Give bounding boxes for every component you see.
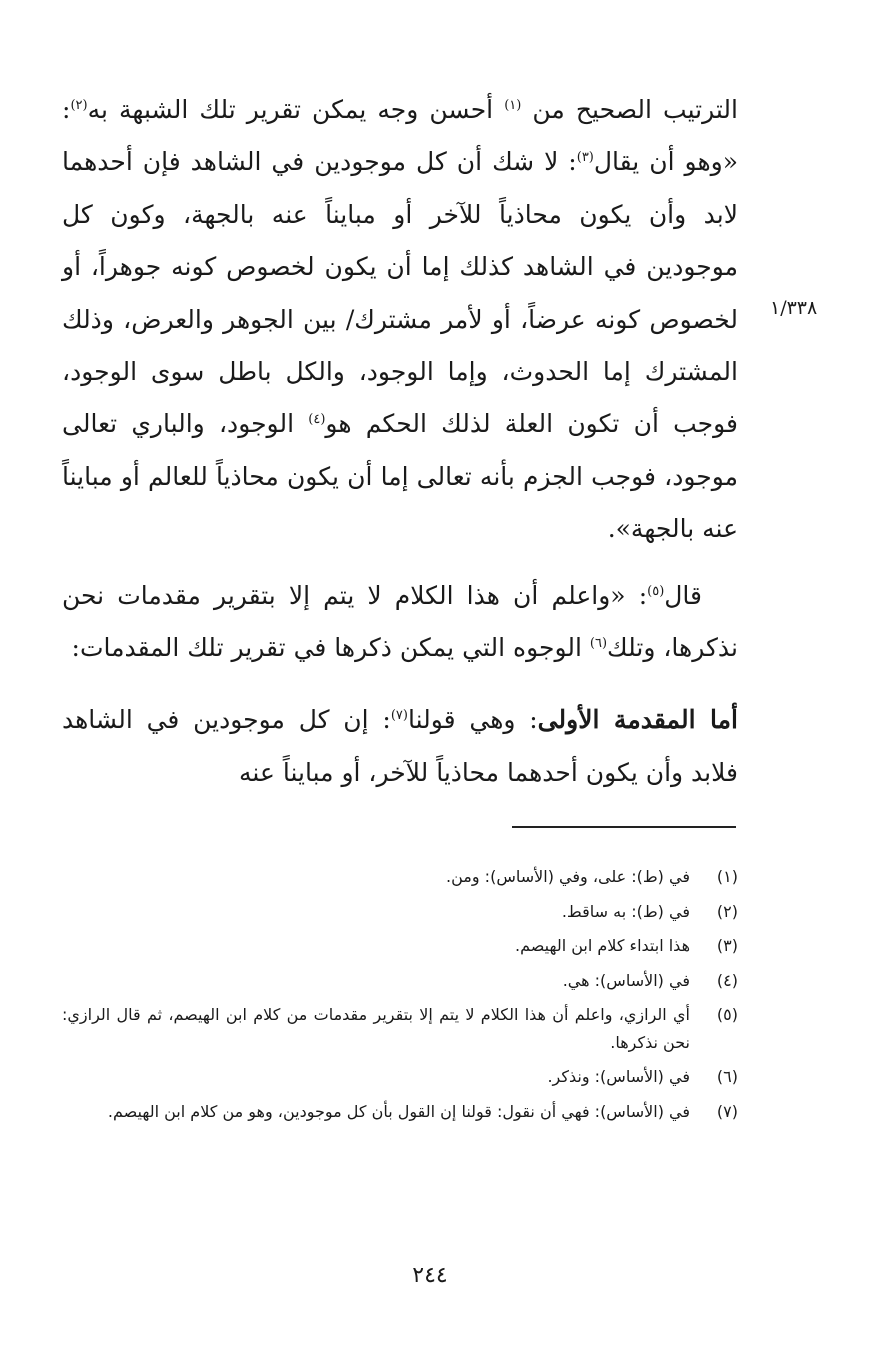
footnote-number: (٣) bbox=[716, 936, 738, 955]
footnote bbox=[62, 967, 738, 995]
footnote-number: (٧) bbox=[716, 1101, 738, 1121]
main-text bbox=[62, 84, 738, 799]
footnote bbox=[62, 898, 738, 926]
text-segment: الوجوه التي يمكن ذكرها في تقرير تلك المقدمات: bbox=[71, 633, 590, 663]
footnote-ref-3: (٣) bbox=[576, 150, 594, 166]
text-segment: أحسن وجه يمكن تقرير تلك الشبهة به bbox=[87, 95, 505, 124]
text-segment: الوجود، والباري تعالى موجود، فوجب الجزم بأنه تعالى إما أن يكون محاذياً للعالم أو مبايناً عنه بالجهة». bbox=[62, 409, 739, 544]
footnote-separator bbox=[512, 826, 736, 828]
paragraph-1 bbox=[62, 84, 738, 556]
footnote-text: في (ط): على، وفي (الأساس): ومن. bbox=[446, 867, 690, 886]
text-segment: : إن كل موجودين في الشاهد فلابد وأن يكون أحدهما محاذياً للآخر، أو مبايناً عنه bbox=[62, 705, 738, 787]
section-heading-first-premise: أما المقدمة الأولى bbox=[537, 705, 738, 735]
footnote-number: (٥) bbox=[716, 1005, 738, 1024]
footnote-text: أي الرازي، واعلم أن هذا الكلام لا يتم إلا بتقرير مقدمات من كلام ابن الهيصم، ثم قال الرازي: نحن نذكرها. bbox=[62, 1005, 690, 1052]
footnote-text: في (الأساس): فهي أن نقول: قولنا إن القول بأن كل موجودين، وهو من كلام ابن الهيصم. bbox=[107, 1101, 690, 1121]
footnote-ref-4: (٤) bbox=[308, 412, 326, 428]
footnote-text: في (الأساس): هي. bbox=[562, 970, 690, 990]
footnote bbox=[62, 1063, 738, 1091]
text-segment: : لا شك أن كل موجودين في الشاهد فإن أحدهما لابد وأن يكون محاذياً للآخر أو مبايناً عنه بالجهة، وكون كل موجودين في الشاهد كذلك إما أن يكون لخصوص كونه جوهراً، أو لخصوص كونه عرضاً، أو لأمر مشترك/ بين الجوهر والعرض، وذلك المشترك إما الحدوث، وإما الوجود، والكل باطل سوى الوجود، فوجب أن تكون العلة لذلك الحكم هو bbox=[62, 147, 738, 439]
footnote-number: (٦) bbox=[716, 1067, 738, 1086]
text-segment: قال bbox=[664, 580, 702, 610]
footnote-ref-6: (٦) bbox=[589, 636, 608, 652]
footnote bbox=[62, 1001, 738, 1056]
footnote bbox=[62, 863, 738, 891]
footnote-ref-2: (٢) bbox=[70, 98, 88, 113]
text-segment: : وهي قولنا bbox=[407, 705, 538, 735]
footnote-number: (١) bbox=[716, 867, 738, 886]
footnote-text: في (الأساس): ونذكر. bbox=[547, 1067, 690, 1086]
paragraph-2 bbox=[62, 570, 738, 675]
footnote-ref-5: (٥) bbox=[647, 583, 665, 599]
text-segment: الترتيب الصحيح من bbox=[521, 95, 738, 124]
footnote-text: هذا ابتداء كلام ابن الهيصم. bbox=[515, 936, 690, 955]
page-number: ٢٤٤ bbox=[412, 1263, 448, 1288]
footnote-text: في (ط): به ساقط. bbox=[561, 901, 690, 921]
footnote-ref-7: (٧) bbox=[390, 708, 408, 724]
footnote-number: (٤) bbox=[716, 970, 738, 990]
footnote-ref-1: (١) bbox=[504, 98, 522, 113]
manuscript-folio-reference: ١/٣٣٨ bbox=[770, 297, 818, 319]
footnote bbox=[62, 932, 738, 960]
footnotes bbox=[62, 863, 738, 1132]
text-segment: : «وهو أن يقال bbox=[62, 95, 738, 177]
footnote bbox=[62, 1098, 738, 1126]
paragraph-3 bbox=[62, 694, 738, 799]
footnote-number: (٢) bbox=[716, 901, 738, 921]
text-segment: : «واعلم أن هذا الكلام لا يتم إلا بتقرير مقدمات نحن نذكرها، وتلك bbox=[62, 580, 738, 663]
